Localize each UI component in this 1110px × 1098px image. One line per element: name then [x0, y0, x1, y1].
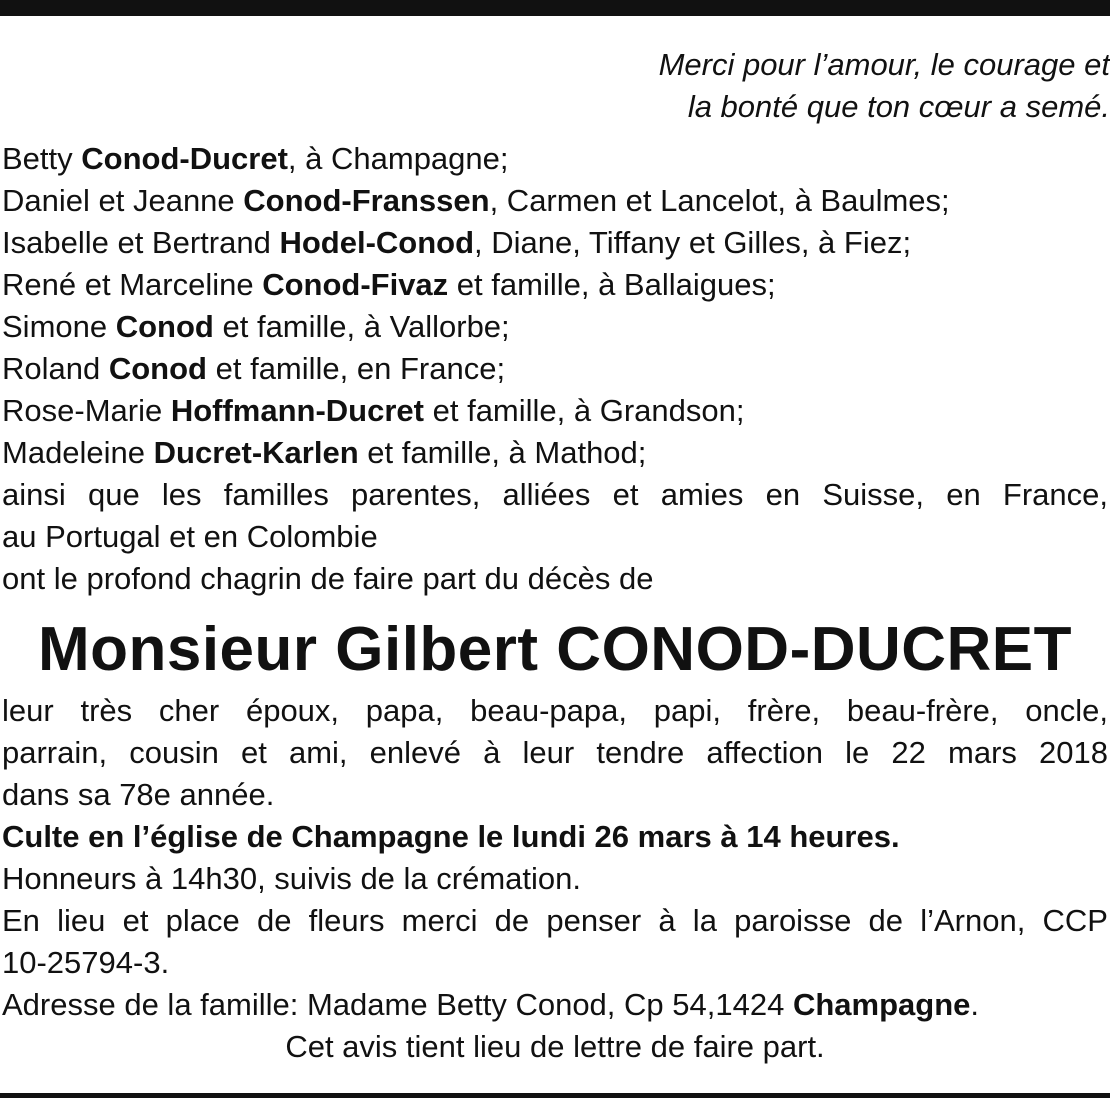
family-surname: Ducret-Karlen — [153, 435, 359, 470]
flowers-line: 10-25794-3. — [2, 945, 170, 980]
family-surname: Conod-Fivaz — [262, 267, 449, 302]
family-text: Simone — [2, 309, 116, 344]
family-text: et famille, en France; — [207, 351, 506, 386]
family-surname: Conod-Ducret — [81, 141, 288, 176]
address-text: . — [970, 987, 979, 1022]
family-line — [2, 348, 1108, 390]
family-text: Rose-Marie — [2, 393, 171, 428]
family-text: , Carmen et Lancelot, à Baulmes; — [489, 183, 950, 218]
family-surname: Conod — [115, 309, 214, 344]
family-line — [2, 222, 1108, 264]
address-text: Adresse de la famille: Madame Betty Conod, Cp 54,1424 — [2, 987, 793, 1022]
notice-body — [2, 690, 1108, 1068]
family-line — [2, 390, 1108, 432]
deceased-name: Monsieur Gilbert CONOD-DUCRET — [37, 615, 1073, 684]
announcement-line: ont le profond chagrin de faire part du décès de — [2, 561, 654, 596]
family-text: Roland — [2, 351, 109, 386]
family-text: Daniel et Jeanne — [2, 183, 244, 218]
family-line — [2, 306, 1108, 348]
family-text: , à Champagne; — [287, 141, 509, 176]
family-line — [2, 264, 1108, 306]
family-text: Betty — [2, 141, 82, 176]
epigraph — [659, 44, 1110, 128]
address-town: Champagne — [792, 987, 971, 1022]
family-surname: Hodel-Conod — [279, 225, 475, 260]
closing-line: Cet avis tient lieu de lettre de faire part. — [285, 1029, 825, 1064]
family-surname: Conod-Franssen — [243, 183, 490, 218]
family-text: Isabelle et Bertrand — [2, 225, 280, 260]
description-line: leur très cher époux, papa, beau-papa, papi, frère, beau-frère, oncle, — [2, 693, 1108, 728]
honours-line: Honneurs à 14h30, suivis de la crémation. — [2, 861, 581, 896]
description-line: parrain, cousin et ami, enlevé à leur tendre affection le 22 mars 2018 — [2, 735, 1108, 770]
family-text: Madeleine — [2, 435, 154, 470]
family-text: et famille, à Grandson; — [424, 393, 745, 428]
flowers-line: En lieu et place de fleurs merci de penser à la paroisse de l’Arnon, CCP — [2, 903, 1108, 938]
family-surname: Conod — [108, 351, 207, 386]
epigraph-line: Merci pour l’amour, le courage et — [658, 47, 1110, 82]
family-line — [2, 180, 1108, 222]
relatives-line: ainsi que les familles parentes, alliées et amies en Suisse, en France, — [2, 477, 1108, 512]
address-line — [2, 984, 1108, 1026]
family-text: et famille, à Mathod; — [358, 435, 647, 470]
family-text: , Diane, Tiffany et Gilles, à Fiez; — [474, 225, 912, 260]
top-rule — [0, 0, 1110, 16]
family-list — [2, 138, 1108, 600]
service-line: Culte en l’église de Champagne le lundi 26 mars à 14 heures. — [2, 819, 900, 854]
family-line — [2, 138, 1108, 180]
family-line — [2, 432, 1108, 474]
family-text: et famille, à Ballaigues; — [448, 267, 776, 302]
relatives-line: au Portugal et en Colombie — [2, 519, 378, 554]
family-surname: Hoffmann-Ducret — [170, 393, 424, 428]
family-text: et famille, à Vallorbe; — [213, 309, 510, 344]
epigraph-line: la bonté que ton cœur a semé. — [687, 89, 1110, 124]
bottom-rule — [0, 1093, 1110, 1098]
description-line: dans sa 78e année. — [2, 777, 275, 812]
family-text: René et Marceline — [2, 267, 263, 302]
